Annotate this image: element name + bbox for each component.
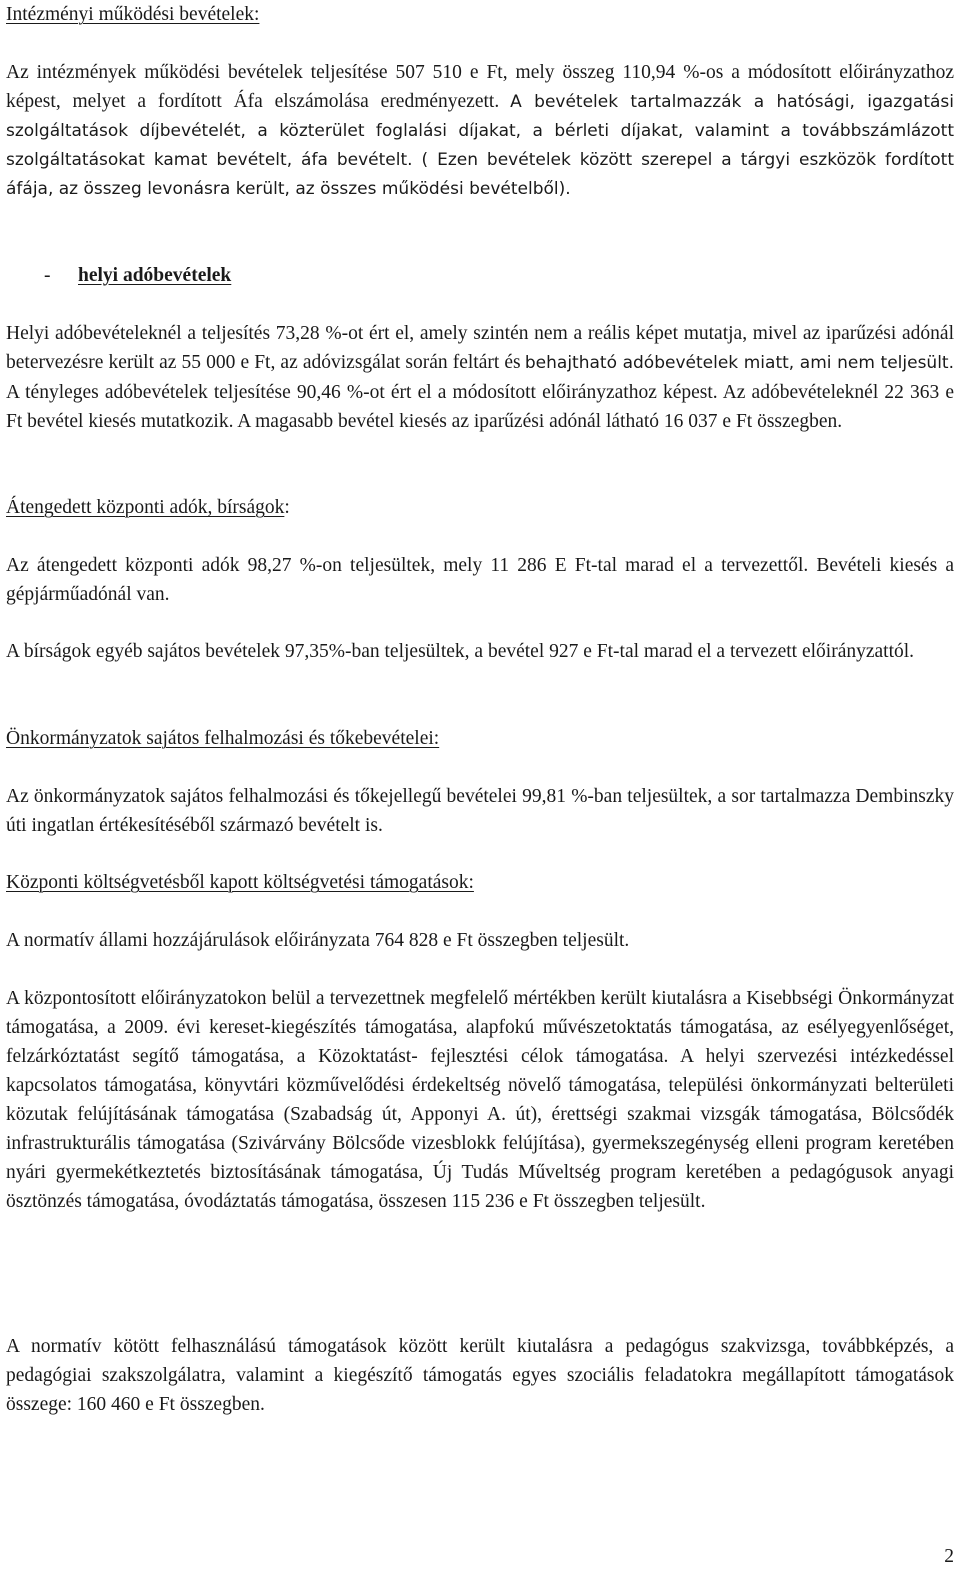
section-heading-kozponti: Központi költségvetésből kapott költségvetési támogatások: <box>6 872 474 893</box>
section-heading-felhalmozasi: Önkormányzatok sajátos felhalmozási és tőkebevételei: <box>6 728 440 749</box>
page-number: 2 <box>944 1546 954 1567</box>
paragraph-intezmenyi-sans: A bevételek tartalmazzák a hatósági, igazgatási szolgáltatások díjbevételét, a közterület foglalási díjakat, a bérleti díjakat, valamint a továbbszámlázott szolgáltatásokat kamat bevételt, áfa bevételt. ( Ezen bevételek között szerepel a tárgyi eszközök fordított áfája, az összeg levonásra került, az összes működési bevételből). <box>6 92 955 199</box>
paragraph-helyi-ado-serif-1: Helyi adóbevételeknél a teljesítés 73,28 %-ot ért el, amely szintén nem a reális képet mutatja, mivel az iparűzési adónál betervezésre került az 55 000 e Ft, az adóvizsgálat során feltárt és <box>6 323 954 373</box>
paragraph-helyi-ado <box>6 319 954 436</box>
paragraph-intezmenyi <box>6 58 954 204</box>
bullet-dash: - <box>44 265 51 286</box>
paragraph-helyi-ado-serif-2: A tényleges adóbevételek teljesítése 90,46 %-ot ért el a módosított előirányzathoz képest. Az adóbevételeknél 22 363 e Ft bevétel kiesés mutatkozik. A magasabb bevétel kiesés az iparűzési adónál látható 16 037 e Ft összegben. <box>6 382 954 432</box>
bullet-heading-label: helyi adóbevételek <box>78 265 232 286</box>
paragraph-felhalmozasi: Az önkormányzatok sajátos felhalmozási és tőkejellegű bevételei 99,81 %-ban teljesültek, a sor tartalmazza Dembinszky úti ingatlan értékesítéséből származó bevételt is. <box>6 786 954 836</box>
section-heading-atengedett-suffix: : <box>284 497 290 518</box>
section-heading-atengedett-label: Átengedett központi adók, bírságok <box>6 497 285 518</box>
paragraph-atengedett-2: A bírságok egyéb sajátos bevételek 97,35%-ban teljesültek, a bevétel 927 e Ft-tal marad el a tervezett előirányzattól. <box>6 641 915 662</box>
paragraph-kozponti-2: A központosított előirányzatokon belül a tervezettnek megfelelő mértékben került kiutalásra a Kisebbségi Önkormányzat támogatása, a 2009. évi kereset-kiegészítés támogatása, alapfokú művészetoktatás támogatása, az esélyegyenlőséget, felzárkóztatást segítő támogatása, a Közoktatást- fejlesztési célok támogatása. A helyi szervezési intézkedéssel kapcsolatos támogatása, könyvtári közművelődési érdekeltség növelő támogatása, települési önkormányzati belterületi közutak felújításának támogatása (Szabadság út, Apponyi A. út), érettségi szakmai vizsgák támogatása, Bölcsődék infrastrukturális támogatása (Szivárvány Bölcsőde vizesblokk felújítása), gyermekszegénység elleni program keretében nyári gyermekétkeztetés biztosításának támogatása, Új Tudás Műveltség program keretében a pedagógusok anyagi ösztönzés támogatása, óvodáztatás támogatása, összesen 115 236 e Ft összegben teljesült. <box>6 988 954 1212</box>
paragraph-atengedett-1: Az átengedett központi adók 98,27 %-on teljesültek, mely 11 286 E Ft-tal marad el a tervezettől. Bevételi kiesés a gépjárműadónál van. <box>6 555 954 605</box>
section-heading-intezmenyi: Intézményi működési bevételek: <box>6 4 260 25</box>
paragraph-intezmenyi-serif: Az intézmények működési bevételek teljesítése 507 510 e Ft, mely összeg 110,94 %-os a módosított előirányzathoz képest, melyet a fordított Áfa elszámolása eredményezett. <box>6 62 954 112</box>
bullet-heading-helyi-ado <box>6 261 954 290</box>
section-heading-atengedett <box>6 493 954 522</box>
paragraph-kozponti-1: A normatív állami hozzájárulások előirányzata 764 828 e Ft összegben teljesült. <box>6 930 630 951</box>
paragraph-kozponti-3: A normatív kötött felhasználású támogatások között került kiutalásra a pedagógus szakvizsga, továbbképzés, a pedagógiai szakszolgálatra, valamint a kiegészítő támogatás egyes szociális feladatokra megállapított támogatások összege: 160 460 e Ft összegben. <box>6 1336 954 1415</box>
paragraph-helyi-ado-sans: behajtható adóbevételek miatt, ami nem teljesült. <box>524 353 955 373</box>
